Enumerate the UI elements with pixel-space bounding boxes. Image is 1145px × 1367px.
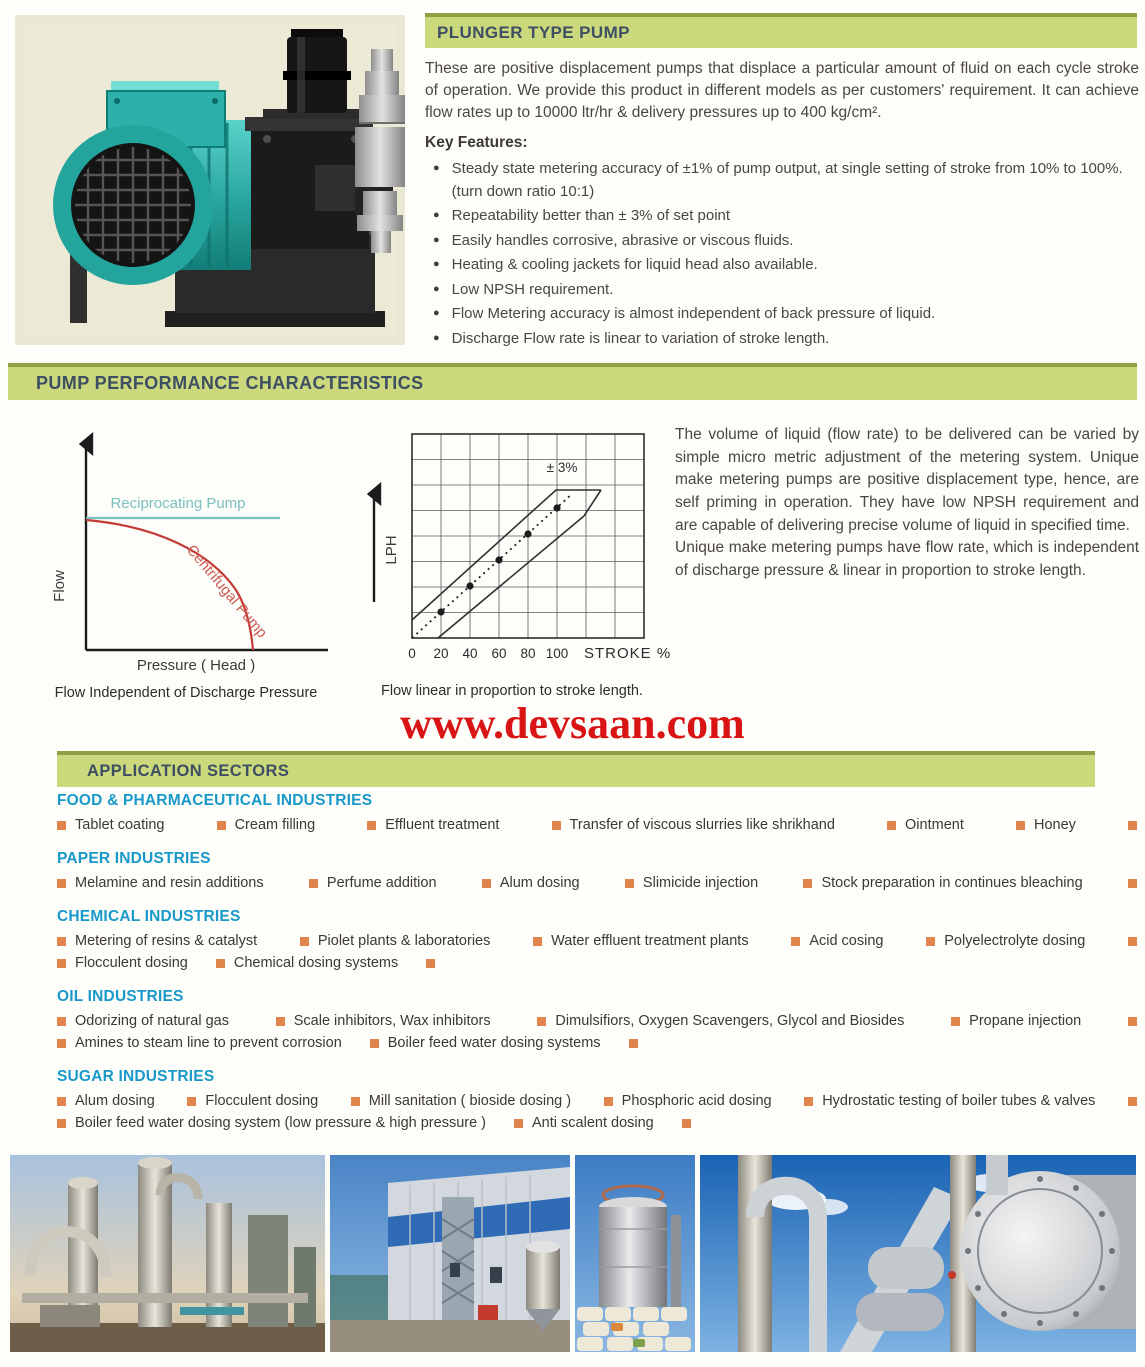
- photo-heat-exchanger-pipes: [700, 1155, 1136, 1352]
- application-sectors-list: [57, 792, 1137, 1148]
- orange-square-bullet-icon: [804, 1097, 813, 1106]
- orange-square-bullet-icon: [887, 821, 896, 830]
- performance-description: [675, 424, 1139, 582]
- sector-items-row: [57, 875, 1137, 891]
- sector-item-text: Boiler feed water dosing systems: [387, 1035, 601, 1051]
- sector-items-row: [57, 1115, 1137, 1131]
- orange-square-bullet-icon: [217, 821, 226, 830]
- sector-item: [216, 955, 398, 971]
- key-features-label: Key Features:: [425, 134, 528, 151]
- sector-item: [187, 1093, 318, 1109]
- orange-square-bullet-icon: [552, 821, 561, 830]
- tolerance-label: ± 3%: [546, 460, 578, 475]
- sector-item: [367, 817, 499, 833]
- key-features-list: [425, 158, 1139, 350]
- sector-item: [887, 817, 964, 833]
- plunger-pump-illustration: [15, 15, 405, 345]
- sector-item-text: Mill sanitation ( bioside dosing ): [368, 1093, 572, 1109]
- orange-square-bullet-icon: [187, 1097, 196, 1106]
- orange-square-bullet-icon: [367, 821, 376, 830]
- sector-item: [57, 1093, 155, 1109]
- x-axis-label: Pressure ( Head ): [136, 657, 256, 674]
- stroke-lph-plot: [344, 422, 680, 672]
- sector-item: [926, 933, 1085, 949]
- application-sector: [57, 1068, 1137, 1131]
- sector-item-text: Effluent treatment: [385, 817, 500, 833]
- sector-item-text: Hydrostatic testing of boiler tubes & valves: [822, 1093, 1096, 1109]
- product-description: These are positive displacement pumps that displace a particular amount of fluid on each cycle stroke of operation. We provide this product in different models as per customers' requirement. It can achieve flow rates up to 10000 ltr/hr & delivery pressures up to 400 kg/cm².: [425, 60, 1139, 121]
- svg-text:0: 0: [408, 646, 416, 661]
- sector-item-text: Metering of resins & catalyst: [75, 933, 258, 949]
- key-feature-text: Heating & cooling jackets for liquid head also available.: [451, 256, 818, 273]
- tolerance-band: [412, 490, 601, 638]
- sector-item: [803, 875, 1082, 891]
- sector-item: [482, 875, 580, 891]
- sector-item-text: Alum dosing: [75, 1093, 155, 1109]
- sector-item: [276, 1013, 491, 1029]
- sector-item-text: Slimicide injection: [642, 875, 759, 891]
- orange-square-bullet-icon: [1128, 1097, 1137, 1106]
- bullet-dot-icon: ●: [433, 258, 440, 270]
- key-feature-text: Discharge Flow rate is linear to variation of stroke length.: [451, 329, 830, 347]
- sector-item: [604, 1093, 772, 1109]
- orange-square-bullet-icon: [57, 937, 66, 946]
- application-sector: [57, 850, 1137, 891]
- orange-square-bullet-icon: [57, 1039, 66, 1048]
- sector-item: [57, 1035, 342, 1051]
- sector-items-row: [57, 817, 1137, 833]
- photo-storage-tank: [575, 1155, 695, 1352]
- key-feature-item: [433, 230, 1139, 253]
- key-feature-item: [433, 279, 1139, 302]
- sector-item: [791, 933, 883, 949]
- orange-square-bullet-icon: [426, 959, 435, 968]
- sector-item-text: Perfume addition: [326, 875, 437, 891]
- sector-item: [351, 1093, 571, 1109]
- x-tick-labels: [408, 646, 568, 661]
- key-feature-text: Steady state metering accuracy of ±1% of pump output, at single setting of stroke from 10% to 100%. (turn down ratio 10:1): [451, 160, 1123, 200]
- orange-square-bullet-icon: [803, 879, 812, 888]
- sector-item-text: Cream filling: [234, 817, 316, 833]
- orange-square-bullet-icon: [300, 937, 309, 946]
- product-info-section: [425, 54, 1139, 352]
- orange-square-bullet-icon: [216, 959, 225, 968]
- orange-square-bullet-icon: [1128, 937, 1137, 946]
- orange-square-bullet-icon: [57, 821, 66, 830]
- orange-square-bullet-icon: [370, 1039, 379, 1048]
- sector-item: [370, 1035, 601, 1051]
- sector-item-text: Water effluent treatment plants: [551, 933, 749, 949]
- sector-item-text: Anti scalent dosing: [532, 1115, 654, 1131]
- sector-item: [1016, 817, 1076, 833]
- orange-square-bullet-icon: [791, 937, 800, 946]
- sector-item-text: Piolet plants & laboratories: [317, 933, 491, 949]
- sector-heading: SUGAR INDUSTRIES: [57, 1068, 215, 1085]
- orange-square-bullet-icon: [57, 1119, 66, 1128]
- sector-items-row: [57, 955, 1137, 971]
- sector-item-text: Polyelectrolyte dosing: [944, 933, 1086, 949]
- sector-item: [533, 933, 748, 949]
- sector-item-text: Ointment: [905, 817, 964, 833]
- sector-item: [217, 817, 316, 833]
- orange-square-bullet-icon: [951, 1017, 960, 1026]
- sector-items-row: [57, 1093, 1137, 1109]
- key-feature-text: Easily handles corrosive, abrasive or viscous fluids.: [451, 231, 794, 249]
- key-feature-item: [433, 158, 1139, 203]
- sector-item-text: Phosphoric acid dosing: [621, 1093, 772, 1109]
- chart-flow-vs-pressure: [28, 418, 344, 701]
- sector-item: [300, 933, 491, 949]
- reciprocating-pump-label: Reciprocating Pump: [110, 495, 246, 512]
- orange-square-bullet-icon: [482, 879, 491, 888]
- centrifugal-pump-label: Centrifugal Pump: [182, 541, 271, 642]
- sector-item: [537, 1013, 904, 1029]
- sector-item-text: Amines to steam line to prevent corrosion: [75, 1035, 342, 1051]
- chart-flow-vs-stroke: [344, 422, 680, 699]
- sector-item-text: Boiler feed water dosing system (low pressure & high pressure ): [75, 1115, 487, 1131]
- section-title-plunger-type-pump: PLUNGER TYPE PUMP: [425, 13, 1137, 48]
- orange-square-bullet-icon: [1016, 821, 1025, 830]
- sector-item-text: Alum dosing: [499, 875, 580, 891]
- flow-pressure-plot: [28, 418, 344, 674]
- application-sector: [57, 792, 1137, 833]
- svg-text:100: 100: [545, 646, 569, 661]
- sector-item: [625, 875, 758, 891]
- key-feature-item: [433, 303, 1139, 326]
- key-feature-text: Flow Metering accuracy is almost independent of back pressure of liquid.: [451, 305, 936, 322]
- bullet-dot-icon: ●: [433, 307, 440, 319]
- chart-caption: Flow Independent of Discharge Pressure: [54, 685, 318, 701]
- orange-square-bullet-icon: [309, 879, 318, 888]
- industry-photo-strip: [10, 1155, 1136, 1352]
- sector-item-text: Acid cosing: [809, 933, 884, 949]
- orange-square-bullet-icon: [276, 1017, 285, 1026]
- orange-square-bullet-icon: [682, 1119, 691, 1128]
- sector-item-text: Stock preparation in continues bleaching: [821, 875, 1083, 891]
- bullet-dot-icon: ●: [433, 162, 440, 174]
- orange-square-bullet-icon: [1128, 1017, 1137, 1026]
- sector-item-text: Melamine and resin additions: [75, 875, 264, 891]
- sector-item: [57, 1115, 486, 1131]
- svg-text:60: 60: [491, 646, 507, 661]
- orange-square-bullet-icon: [57, 959, 66, 968]
- orange-square-bullet-icon: [537, 1017, 546, 1026]
- chart-caption: Flow linear in proportion to stroke length.: [381, 683, 643, 699]
- orange-square-bullet-icon: [1128, 821, 1137, 830]
- sector-item-text: Scale inhibitors, Wax inhibitors: [293, 1013, 491, 1029]
- sector-item: [309, 875, 437, 891]
- photo-industrial-building: [330, 1155, 570, 1352]
- orange-square-bullet-icon: [629, 1039, 638, 1048]
- sector-item: [57, 1013, 229, 1029]
- bullet-dot-icon: ●: [433, 209, 440, 221]
- key-feature-item: [433, 328, 1139, 351]
- sector-items-row: [57, 933, 1137, 949]
- x-axis-label: STROKE %: [584, 645, 672, 662]
- sector-item-text: Tablet coating: [75, 817, 165, 833]
- sector-item-text: Honey: [1033, 817, 1076, 833]
- bullet-dot-icon: ●: [433, 282, 440, 295]
- sector-item: [951, 1013, 1081, 1029]
- orange-square-bullet-icon: [625, 879, 634, 888]
- sector-item: [57, 933, 257, 949]
- performance-paragraph: Unique make metering pumps have flow rate, which is independent of discharge pressure & linear in proportion to stroke length.: [675, 539, 1139, 579]
- section-title-application-sectors: APPLICATION SECTORS: [57, 751, 1095, 787]
- orange-square-bullet-icon: [514, 1119, 523, 1128]
- sector-item-text: Chemical dosing systems: [233, 955, 399, 971]
- sector-item-text: Flocculent dosing: [205, 1093, 319, 1109]
- sector-items-row: [57, 1035, 1137, 1051]
- sector-item: [57, 817, 164, 833]
- orange-square-bullet-icon: [1128, 879, 1137, 888]
- key-feature-text: Repeatability better than ± 3% of set point: [451, 207, 731, 224]
- svg-text:80: 80: [520, 646, 536, 661]
- sector-heading: FOOD & PHARMACEUTICAL INDUSTRIES: [57, 792, 373, 809]
- sector-item-text: Transfer of viscous slurries like shrikhand: [569, 817, 835, 833]
- sector-item: [57, 955, 188, 971]
- orange-square-bullet-icon: [57, 879, 66, 888]
- sector-heading: OIL INDUSTRIES: [57, 988, 184, 1005]
- photo-chemical-plant: [10, 1155, 325, 1352]
- bullet-dot-icon: ●: [433, 331, 440, 344]
- orange-square-bullet-icon: [604, 1097, 613, 1106]
- key-feature-item: [433, 205, 1139, 228]
- sector-item: [57, 875, 264, 891]
- y-axis-label: Flow: [51, 570, 68, 602]
- application-sector: [57, 908, 1137, 971]
- orange-square-bullet-icon: [57, 1097, 66, 1106]
- sector-item-text: Dimulsifiors, Oxygen Scavengers, Glycol and Biosides: [555, 1013, 905, 1029]
- orange-square-bullet-icon: [533, 937, 542, 946]
- watermark-website: www.devsaan.com: [400, 699, 745, 748]
- sector-item: [804, 1093, 1095, 1109]
- sector-item: [514, 1115, 654, 1131]
- sector-item-text: Propane injection: [969, 1013, 1082, 1029]
- key-feature-text: Low NPSH requirement.: [451, 280, 614, 298]
- sector-item-text: Flocculent dosing: [75, 955, 188, 971]
- product-photo-plunger-pump: [15, 15, 405, 345]
- bullet-dot-icon: ●: [433, 233, 440, 246]
- application-sector: [57, 988, 1137, 1051]
- mean-flow-dotted-line: [412, 494, 572, 638]
- orange-square-bullet-icon: [57, 1017, 66, 1026]
- svg-text:40: 40: [462, 646, 478, 661]
- sector-heading: CHEMICAL INDUSTRIES: [57, 908, 241, 925]
- key-feature-item: [433, 254, 1139, 277]
- sector-item-text: Odorizing of natural gas: [75, 1013, 229, 1029]
- sector-items-row: [57, 1013, 1137, 1029]
- orange-square-bullet-icon: [926, 937, 935, 946]
- sector-item: [552, 817, 835, 833]
- svg-text:20: 20: [433, 646, 449, 661]
- y-axis-label: LPH: [383, 535, 400, 565]
- sector-heading: PAPER INDUSTRIES: [57, 850, 211, 867]
- performance-paragraph: The volume of liquid (flow rate) to be delivered can be varied by simple micro metric adjustment of the metering system. Unique make metering pumps are positive displacement type, hence, are self priming in operation. They have low NPSH requirement and are capable of delivering precise volume of liquid in specified time.: [675, 426, 1139, 534]
- orange-square-bullet-icon: [351, 1097, 360, 1106]
- section-title-pump-performance: PUMP PERFORMANCE CHARACTERISTICS: [8, 363, 1137, 400]
